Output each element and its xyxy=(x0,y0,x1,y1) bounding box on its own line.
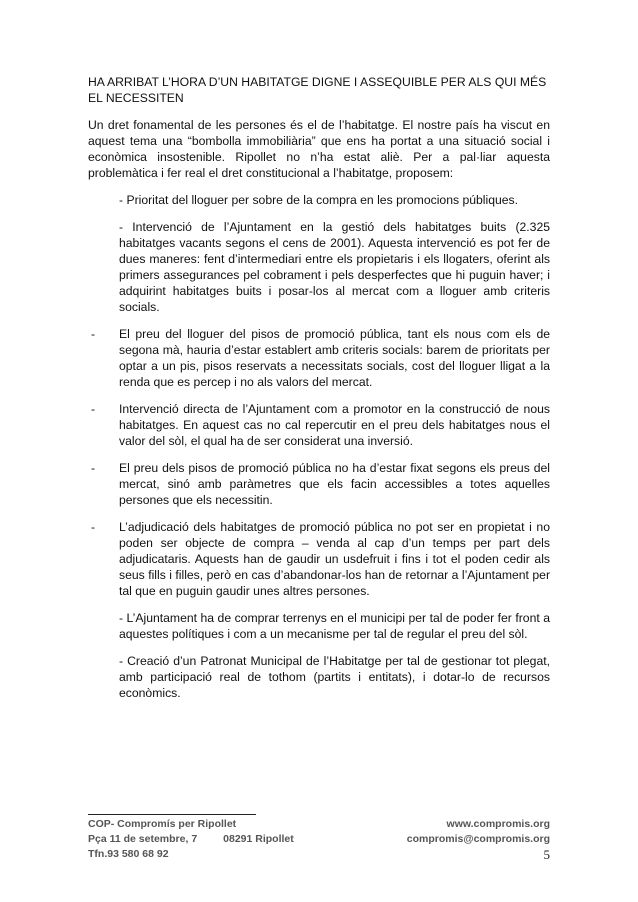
footer-row xyxy=(88,817,550,862)
footer-address xyxy=(88,832,294,847)
footer-contact xyxy=(88,817,294,862)
page-number: 5 xyxy=(543,847,550,862)
dash-bullet: - xyxy=(91,461,96,475)
page-footer xyxy=(88,814,550,862)
footer-divider xyxy=(88,814,256,815)
proposal-item: - Prioritat del lloguer per sobre de la compra en les promocions públiques. xyxy=(119,193,519,207)
footer-phone: Tfn.93 580 68 92 xyxy=(88,848,169,860)
dash-item-text: El preu dels pisos de promoció pública no ha d’estar fixat segons els preus del mercat, sinó amb paràmetres que els facin accessibles a totes aquelles persones que els necessitin. xyxy=(119,461,550,507)
dash-list-item xyxy=(88,519,550,599)
dash-list-item xyxy=(88,460,550,508)
dash-bullet: - xyxy=(91,402,96,416)
proposal-item: - L’Ajuntament ha de comprar terrenys en el municipi per tal de poder fer front a aquestes polítiques i com a un mecanisme per tal de regular el preu del sòl. xyxy=(119,611,550,641)
footer-street: Pça 11 de setembre, 7 xyxy=(88,833,198,845)
page-body xyxy=(88,74,550,712)
proposal-item: - Intervenció de l’Ajuntament en la gestió dels habitatges buits (2.325 habitatges vacants segons el cens de 2001). Aquesta intervenció es pot fer de dues maneres: fent d’intermediari entre els propietaris i els llogaters, oferint als primers assegurances pel cobrament i pels desperfectes que hi puguin haver; i adquirint habitatges buits i posar-los al mercat com a lloguer amb criteris socials. xyxy=(119,220,550,314)
section-heading: HA ARRIBAT L’HORA D’UN HABITATGE DIGNE I ASSEQUIBLE PER ALS QUI MÉS EL NECESSITEN xyxy=(88,75,547,105)
dash-bullet: - xyxy=(91,327,96,341)
dash-list-item xyxy=(88,326,550,390)
footer-email[interactable]: compromis@compromis.org xyxy=(406,833,550,845)
footer-org: COP- Compromís per Ripollet xyxy=(88,818,237,830)
dash-item-text: L’adjudicació dels habitatges de promoció pública no pot ser en propietat i no poden ser objecte de compra – venda al cap d’un temps per part dels adjudicataris. Aquests han de gaudir un usdefruit i fins i tot el poden cedir als seus fills i filles, però en cas d’abandonar-los han de retornar a l’Ajuntament per tal que en puguin gaudir unes altres persones. xyxy=(119,520,550,598)
dash-item-text: El preu del lloguer del pisos de promoció pública, tant els nous com els de segona mà, hauria d’estar establert amb criteris socials: barem de prioritats per optar a un pis, pisos reservats a necessitats socials, cost del lloguer lligat a la renda que es percep i no als valors del mercat. xyxy=(119,327,550,389)
dash-item-text: Intervenció directa de l’Ajuntament com a promotor en la construcció de nous habitatges. En aquest cas no cal repercutir en el preu dels habitatges nous el valor del sòl, el qual ha de ser considerat una inversió. xyxy=(119,402,550,448)
dash-list-item xyxy=(88,401,550,449)
intro-paragraph: Un dret fonamental de les persones és el de l’habitatge. El nostre país ha viscut en aquest tema una “bombolla immobiliària” que ens ha portat a una situació social i econòmica insostenible. Ripollet no n’ha estat aliè. Per a pal·liar aquesta problemàtica i fer real el dret constitucional a l’habitatge, proposem: xyxy=(88,118,550,180)
dash-list xyxy=(88,326,550,599)
footer-links xyxy=(407,817,550,862)
dash-bullet: - xyxy=(91,520,96,534)
proposal-item: - Creació d’un Patronat Municipal de l’Habitatge per tal de gestionar tot plegat, amb participació real de tothom (partits i entitats), i dotar-lo de recursos econòmics. xyxy=(119,654,550,700)
footer-postal: 08291 Ripollet xyxy=(223,833,294,845)
proposal-list-top xyxy=(119,192,550,315)
footer-website[interactable]: www.compromis.org xyxy=(446,818,550,830)
proposal-list-bottom xyxy=(119,610,550,701)
